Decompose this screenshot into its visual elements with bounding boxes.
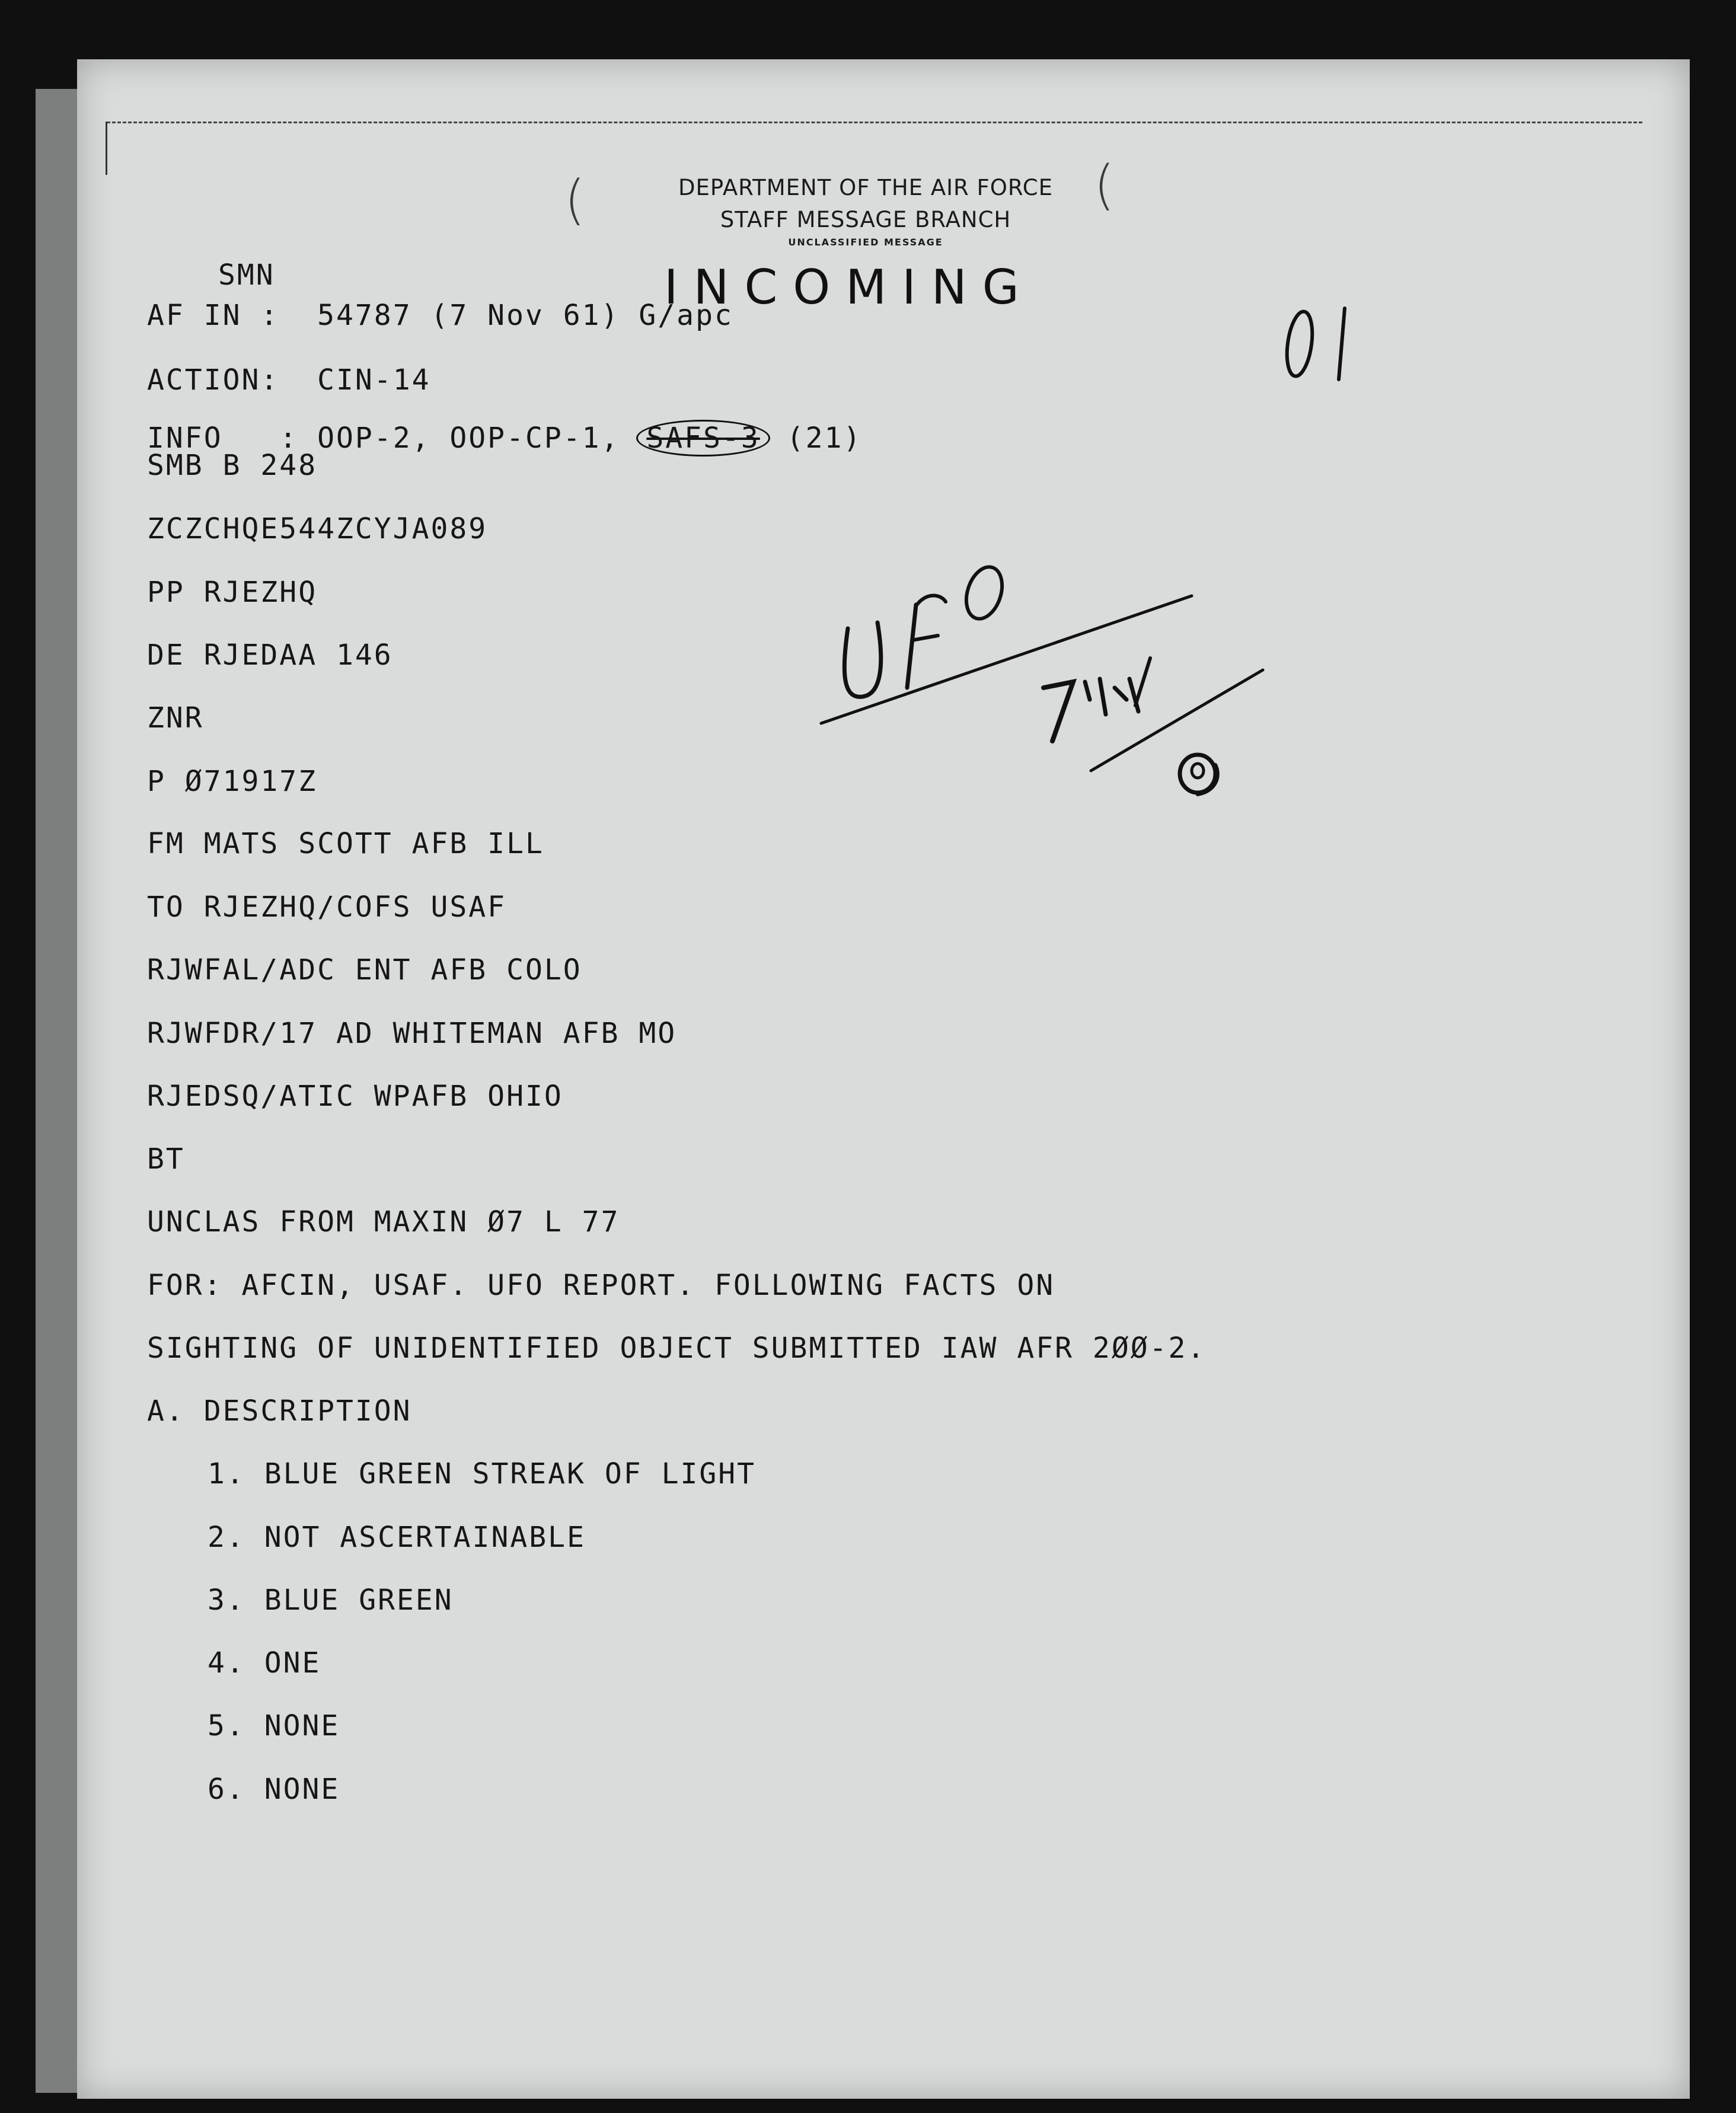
branch-title: STAFF MESSAGE BRANCH [720, 207, 1011, 232]
handwritten-ufo-annotation [806, 551, 1257, 818]
message-line: SMB B 248 [147, 449, 318, 482]
incoming-stamp: INCOMING [664, 260, 1035, 315]
description-item: 4. ONE [208, 1646, 321, 1680]
af-in-row [147, 299, 733, 332]
info-value: OOP-2, OOP-CP-1, [317, 422, 639, 455]
af-in-label: AF IN : [147, 299, 280, 332]
message-line: DE RJEDAA 146 [147, 639, 393, 672]
smn-label: SMN [218, 258, 275, 292]
message-line: UNCLAS FROM MAXIN Ø7 L 77 [147, 1205, 620, 1239]
description-item: 1. BLUE GREEN STREAK OF LIGHT [208, 1457, 757, 1490]
description-item: 5. NONE [208, 1709, 340, 1742]
message-line: RJEDSQ/ATIC WPAFB OHIO [147, 1080, 563, 1113]
message-line: FOR: AFCIN, USAF. UFO REPORT. FOLLOWING FACTS ON [147, 1269, 1055, 1302]
message-line: A. DESCRIPTION [147, 1394, 412, 1428]
message-line: ZNR [147, 701, 204, 735]
description-item: 2. NOT ASCERTAINABLE [208, 1521, 586, 1554]
message-line: PP RJEZHQ [147, 576, 318, 609]
frame-border [107, 122, 1642, 125]
message-line: RJWFDR/17 AD WHITEMAN AFB MO [147, 1017, 677, 1050]
message-line: ZCZCHQE544ZCYJA089 [147, 512, 488, 545]
left-bracket-mark: ( [564, 169, 586, 231]
message-line: BT [147, 1142, 185, 1176]
department-title: DEPARTMENT OF THE AIR FORCE [678, 175, 1053, 200]
action-row [147, 363, 430, 397]
action-value: CIN-14 [317, 363, 431, 397]
description-item: 6. NONE [208, 1773, 340, 1806]
message-line: RJWFAL/ADC ENT AFB COLO [147, 953, 582, 987]
message-line: TO RJEZHQ/COFS USAF [147, 890, 507, 924]
right-bracket-mark: ( [1094, 154, 1115, 216]
message-header [593, 172, 1138, 249]
message-line: P Ø71917Z [147, 765, 318, 798]
circled-routing-code: SAFS-3 [636, 420, 770, 457]
action-label: ACTION: [147, 363, 280, 397]
info-suffix: (21) [767, 422, 863, 455]
info-label: INFO : [147, 422, 299, 455]
description-item: 3. BLUE GREEN [208, 1584, 454, 1617]
message-line: SIGHTING OF UNIDENTIFIED OBJECT SUBMITTED IAW AFR 2ØØ-2. [147, 1332, 1207, 1365]
frame-corner [106, 122, 107, 175]
handwritten-page-number [1275, 291, 1370, 391]
message-line: FM MATS SCOTT AFB ILL [147, 827, 544, 860]
af-in-value: 54787 (7 Nov 61) G/apc [317, 299, 733, 332]
classification-label: UNCLASSIFIED MESSAGE [788, 237, 943, 248]
